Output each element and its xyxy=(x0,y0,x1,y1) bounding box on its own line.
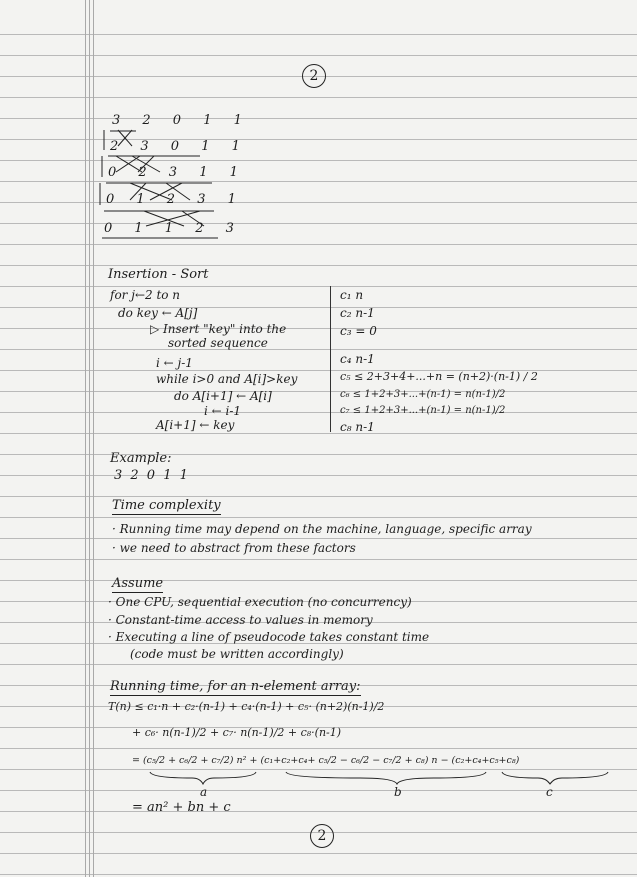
cost-c2: c₂ n-1 xyxy=(340,306,375,320)
algo-line-key: do key ← A[j] xyxy=(118,306,198,320)
algo-line-init-i: i ← j-1 xyxy=(156,356,193,370)
running-time-line-4: = an² + bn + c xyxy=(132,800,231,815)
assume-item-3: · Executing a line of pseudocode takes constant time xyxy=(108,630,430,644)
cost-c3: c₃ = 0 xyxy=(340,324,377,338)
algo-line-comment: ▷ Insert "key" into the xyxy=(150,322,287,336)
running-time-line-2: + c₆· n(n-1)/2 + c₇· n(n-1)/2 + c₈·(n-1) xyxy=(132,726,342,739)
assume-heading-text: Assume xyxy=(112,576,164,591)
assume-item-2: · Constant-time access to values in memory xyxy=(108,613,373,627)
trace-row-2: 0 2 3 1 1 xyxy=(108,165,247,180)
time-complexity-heading-text: Time complexity xyxy=(112,498,221,513)
page-number-top: 2 xyxy=(302,64,326,88)
example-values: 3 2 0 1 1 xyxy=(114,468,190,483)
running-time-heading-text: Running time, for an n-element array: xyxy=(110,679,361,694)
cost-c7: c₇ ≤ 1+2+3+...+(n-1) = n(n-1)/2 xyxy=(340,405,506,416)
algo-line-decrement: i ← i-1 xyxy=(204,404,242,418)
cost-c6: c₆ ≤ 1+2+3+...+(n-1) = n(n-1)/2 xyxy=(340,389,506,400)
trace-row-4: 0 1 1 2 3 xyxy=(104,221,243,236)
algo-line-insert: A[i+1] ← key xyxy=(156,418,235,432)
algo-line-comment-2: sorted sequence xyxy=(168,336,268,350)
trace-row-0: 3 2 0 1 1 xyxy=(112,113,251,128)
cost-c5: c₅ ≤ 2+3+4+...+n = (n+2)·(n-1) / 2 xyxy=(340,370,538,383)
algo-line-while: while i>0 and A[i]>key xyxy=(156,372,298,386)
trace-row-1: 2 3 0 1 1 xyxy=(110,139,249,154)
algo-line-shift: do A[i+1] ← A[i] xyxy=(174,389,272,403)
running-time-line-1: T(n) ≤ c₁·n + c₂·(n-1) + c₄·(n-1) + c₅· (n+2)(n-1)/2 xyxy=(108,700,385,713)
assume-item-4: (code must be written accordingly) xyxy=(130,647,344,661)
cost-c8: c₈ n-1 xyxy=(340,420,375,434)
algo-line-for: for j←2 to n xyxy=(110,288,181,302)
trace-row-3: 0 1 2 3 1 xyxy=(106,192,245,207)
time-complexity-item-2: · we need to abstract from these factors xyxy=(112,541,356,555)
brace-label-c: c xyxy=(546,785,553,799)
brace-label-a: a xyxy=(200,785,208,799)
assume-item-1: · One CPU, sequential execution (no concurrency) xyxy=(108,595,412,609)
algorithm-title: Insertion - Sort xyxy=(108,267,209,282)
running-time-line-3: = (c₅/2 + c₆/2 + c₇/2) n² + (c₁+c₂+c₄+ c₅/2 − c₆/2 − c₇/2 + c₈) n − (c₂+c₄+c₅+c₈) xyxy=(132,755,520,766)
page-number-bottom: 2 xyxy=(310,824,334,848)
time-complexity-item-1: · Running time may depend on the machine, language, specific array xyxy=(112,522,532,536)
cost-c4: c₄ n-1 xyxy=(340,352,375,366)
brace-label-b: b xyxy=(394,785,402,799)
example-label: Example: xyxy=(110,451,172,466)
cost-c1: c₁ n xyxy=(340,288,364,302)
